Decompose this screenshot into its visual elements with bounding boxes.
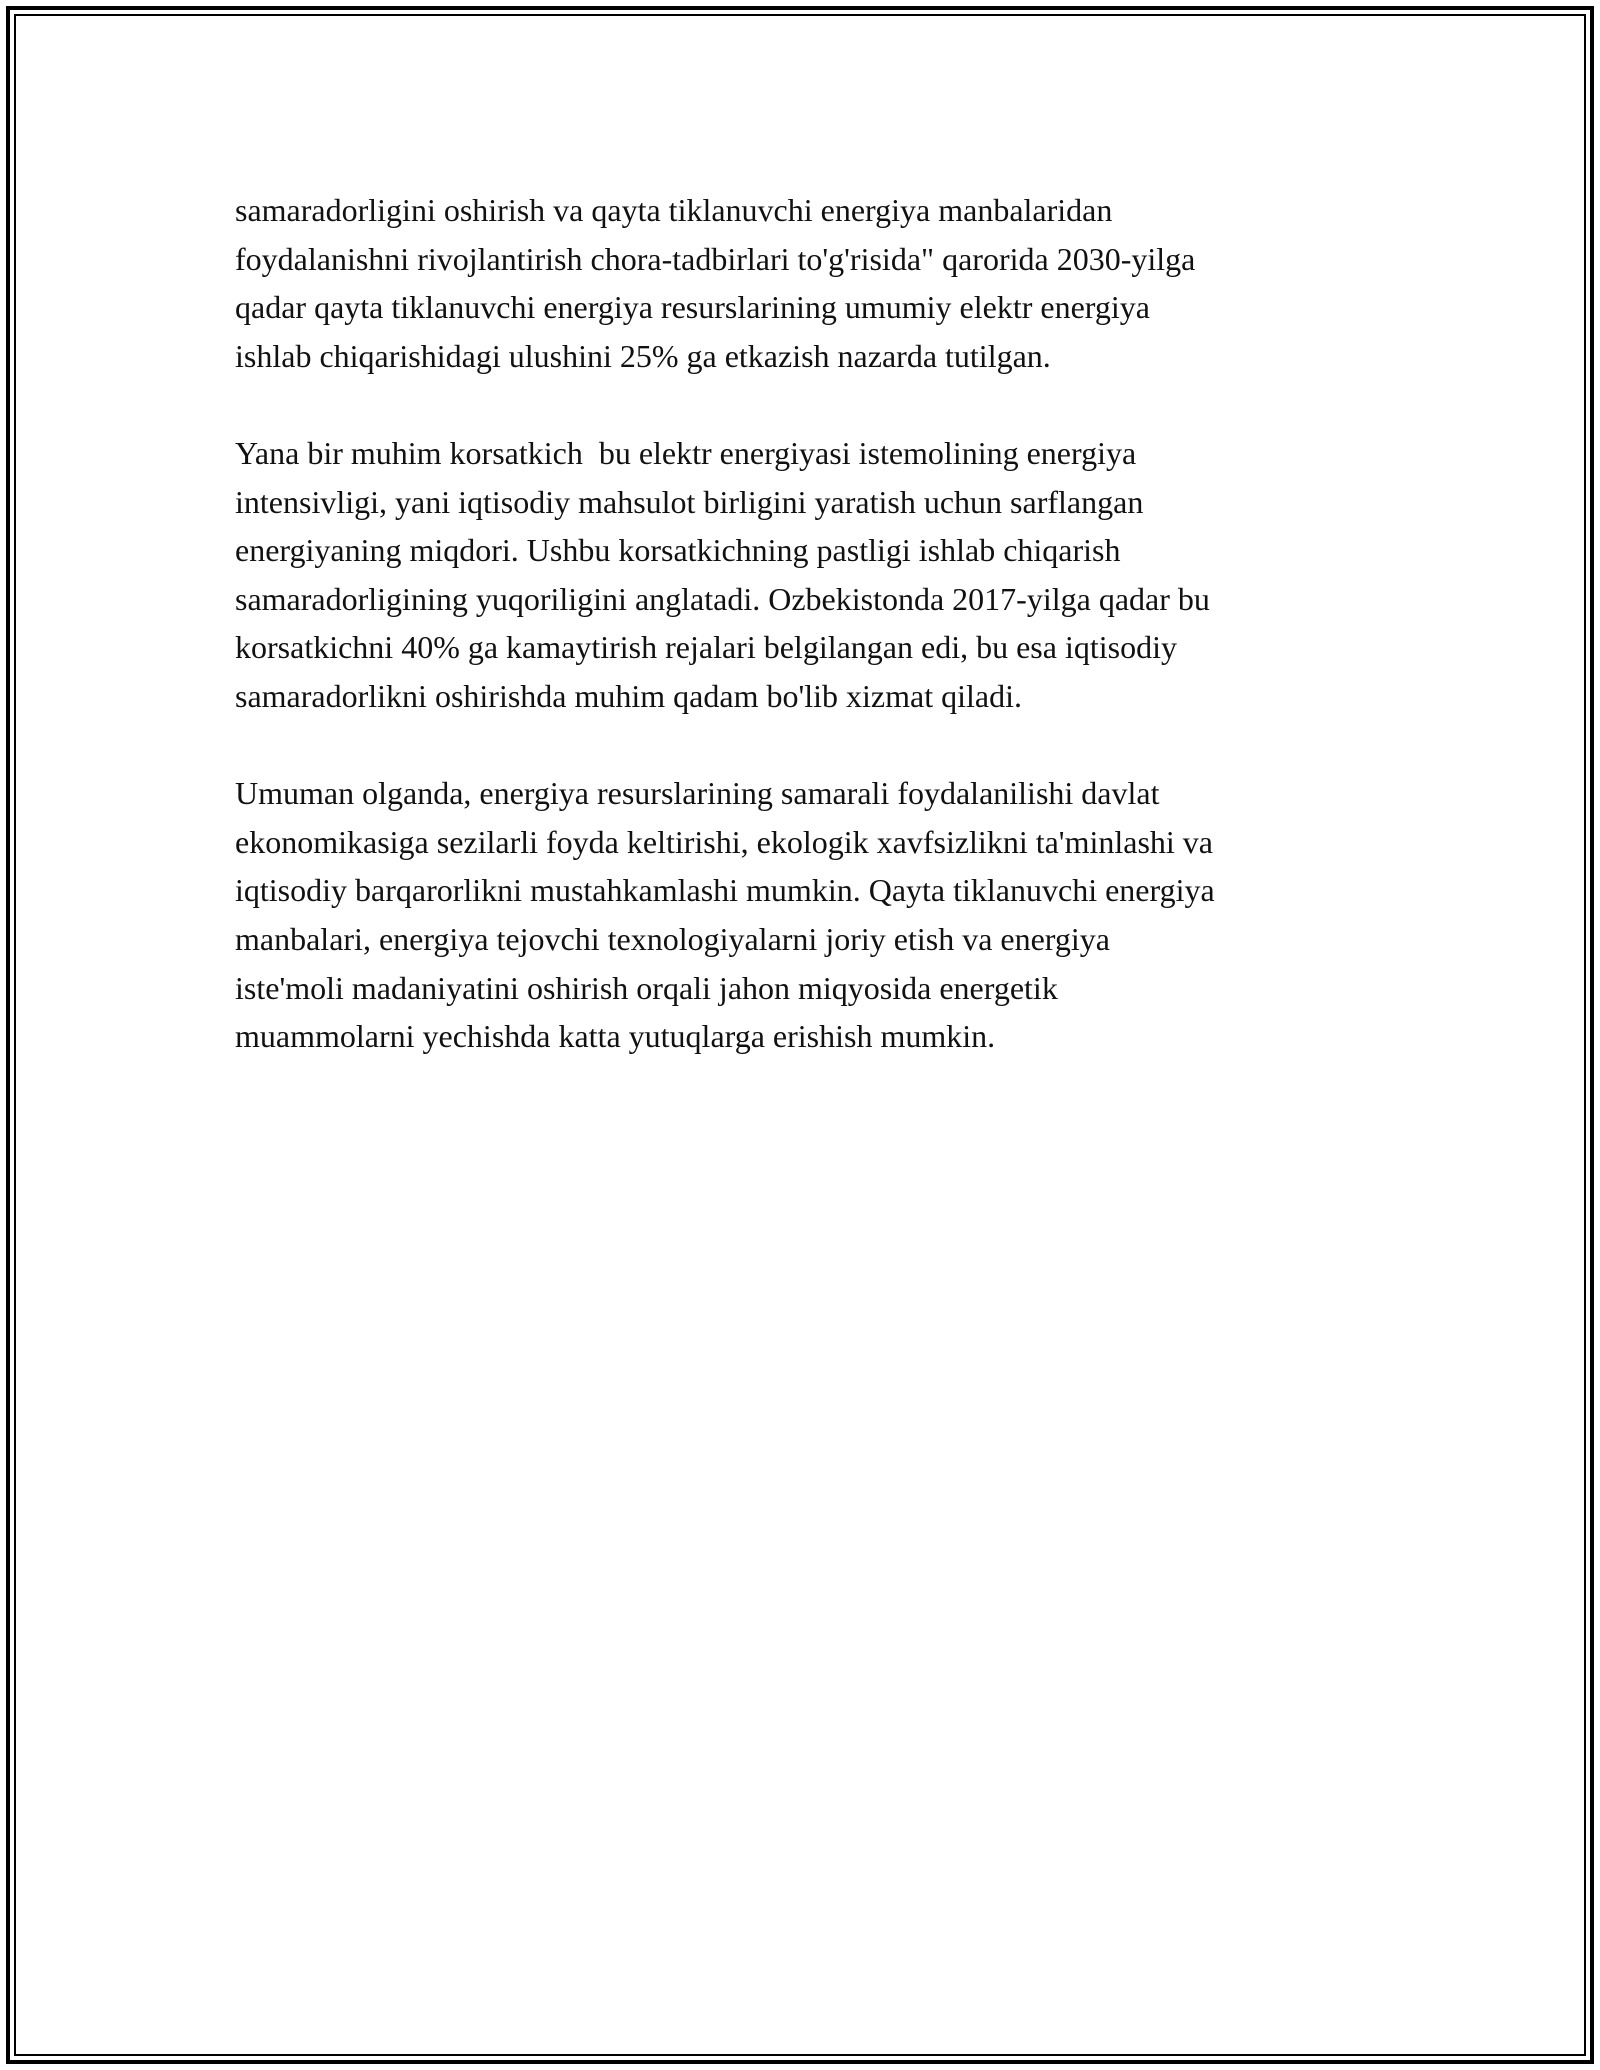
paragraph-3 (235, 769, 1375, 1061)
paragraph-2 (235, 429, 1375, 721)
text-line: samaradorlikni oshirishda muhim qadam bo'lib xizmat qiladi. (235, 677, 1022, 714)
text-line: foydalanishni rivojlantirish chora-tadbirlari to'g'risida" qarorida 2030-yilga (235, 240, 1196, 277)
text-line: energiyaning miqdori. Ushbu korsatkichning pastligi ishlab chiqarish (235, 532, 1121, 569)
text-line: qadar qayta tiklanuvchi energiya resurslarining umumiy elektr energiya (235, 289, 1150, 326)
text-line: muammolarni yechishda katta yutuqlarga erishish mumkin. (235, 1018, 996, 1055)
text-line: iste'moli madaniyatini oshirish orqali jahon miqyosida energetik (235, 969, 1058, 1006)
text-line: korsatkichni 40% ga kamaytirish rejalari belgilangan edi, bu esa iqtisodiy (235, 629, 1177, 666)
text-line: Yana bir muhim korsatkich bu elektr energiyasi istemolining energiya (235, 434, 1137, 471)
text-line: samaradorligining yuqoriligini anglatadi. Ozbekistonda 2017-yilga qadar bu (235, 580, 1210, 617)
text-line: Umuman olganda, energiya resurslarining samarali foydalanilishi davlat (235, 775, 1160, 812)
document-body (235, 186, 1375, 1109)
text-line: ekonomikasiga sezilarli foyda keltirishi, ekologik xavfsizlikni ta'minlashi va (235, 823, 1213, 860)
paragraph-1 (235, 186, 1375, 380)
text-line: iqtisodiy barqarorlikni mustahkamlashi mumkin. Qayta tiklanuvchi energiya (235, 872, 1215, 909)
text-line: ishlab chiqarishidagi ulushini 25% ga etkazish nazarda tutilgan. (235, 337, 1051, 374)
text-line: intensivligi, yani iqtisodiy mahsulot birligini yaratish uchun sarflangan (235, 483, 1144, 520)
text-line: manbalari, energiya tejovchi texnologiyalarni joriy etish va energiya (235, 920, 1110, 957)
text-line: samaradorligini oshirish va qayta tiklanuvchi energiya manbalaridan (235, 192, 1113, 228)
